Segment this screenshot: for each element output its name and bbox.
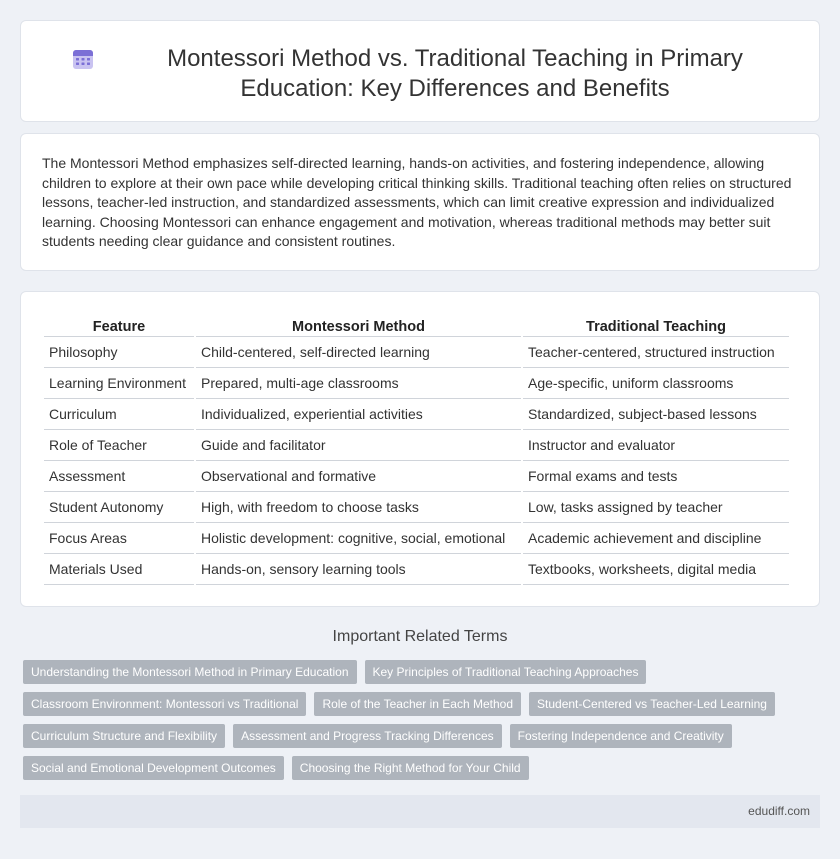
montessori-cell: Guide and facilitator — [196, 430, 521, 461]
related-term-tag[interactable]: Role of the Teacher in Each Method — [314, 692, 521, 716]
traditional-cell: Textbooks, worksheets, digital media — [523, 554, 789, 585]
header-montessori: Montessori Method — [196, 316, 521, 337]
header-traditional: Traditional Teaching — [523, 316, 789, 337]
montessori-cell: Holistic development: cognitive, social, emotional — [196, 523, 521, 554]
summary-card — [20, 133, 820, 271]
montessori-cell: Child-centered, self-directed learning — [196, 337, 521, 368]
traditional-cell: Age-specific, uniform classrooms — [523, 368, 789, 399]
table-row — [44, 554, 789, 585]
related-term-tag[interactable]: Student-Centered vs Teacher-Led Learning — [529, 692, 775, 716]
summary-text: The Montessori Method emphasizes self-directed learning, hands-on activities, and fostering independence, allowing children to explore at their own pace while developing critical thinking skills. Traditional teaching often relies on structured lessons, teacher-led instruction, and standardized assessments, which can limit creative expression and individualized learning. Choosing Montessori can enhance engagement and motivation, whereas traditional methods may better suit students needing clear guidance and consistent routines. — [42, 155, 792, 250]
table-row — [44, 461, 789, 492]
related-term-tag[interactable]: Understanding the Montessori Method in Primary Education — [23, 660, 357, 684]
title-card — [20, 20, 820, 122]
related-term-tag[interactable]: Assessment and Progress Tracking Differences — [233, 724, 502, 748]
comparison-table — [42, 316, 791, 585]
montessori-cell: Hands-on, sensory learning tools — [196, 554, 521, 585]
feature-cell: Materials Used — [44, 554, 194, 585]
footer-site[interactable]: edudiff.com — [748, 804, 810, 818]
footer — [20, 795, 820, 828]
table-row — [44, 430, 789, 461]
traditional-cell: Low, tasks assigned by teacher — [523, 492, 789, 523]
table-row — [44, 337, 789, 368]
traditional-cell: Standardized, subject-based lessons — [523, 399, 789, 430]
comparison-card — [20, 291, 820, 607]
related-term-tag[interactable]: Choosing the Right Method for Your Child — [292, 756, 529, 780]
related-terms-list — [23, 660, 823, 780]
calendar-icon — [71, 47, 95, 71]
header-feature: Feature — [44, 316, 194, 337]
related-term-tag[interactable]: Fostering Independence and Creativity — [510, 724, 732, 748]
table-row — [44, 399, 789, 430]
table-row — [44, 492, 789, 523]
related-term-tag[interactable]: Social and Emotional Development Outcomes — [23, 756, 284, 780]
montessori-cell: Individualized, experiential activities — [196, 399, 521, 430]
feature-cell: Focus Areas — [44, 523, 194, 554]
feature-cell: Curriculum — [44, 399, 194, 430]
related-term-tag[interactable]: Classroom Environment: Montessori vs Traditional — [23, 692, 306, 716]
related-term-tag[interactable]: Curriculum Structure and Flexibility — [23, 724, 225, 748]
montessori-cell: High, with freedom to choose tasks — [196, 492, 521, 523]
feature-cell: Student Autonomy — [44, 492, 194, 523]
feature-cell: Assessment — [44, 461, 194, 492]
page-title: Montessori Method vs. Traditional Teaching in Primary Education: Key Differences and Benefits — [167, 45, 743, 102]
feature-cell: Learning Environment — [44, 368, 194, 399]
table-row — [44, 523, 789, 554]
table-header-row — [44, 316, 789, 337]
feature-cell: Role of Teacher — [44, 430, 194, 461]
related-term-tag[interactable]: Key Principles of Traditional Teaching Approaches — [365, 660, 647, 684]
traditional-cell: Academic achievement and discipline — [523, 523, 789, 554]
montessori-cell: Observational and formative — [196, 461, 521, 492]
table-row — [44, 368, 789, 399]
traditional-cell: Instructor and evaluator — [523, 430, 789, 461]
feature-cell: Philosophy — [44, 337, 194, 368]
traditional-cell: Teacher-centered, structured instruction — [523, 337, 789, 368]
traditional-cell: Formal exams and tests — [523, 461, 789, 492]
related-terms-title: Important Related Terms — [332, 628, 508, 645]
montessori-cell: Prepared, multi-age classrooms — [196, 368, 521, 399]
